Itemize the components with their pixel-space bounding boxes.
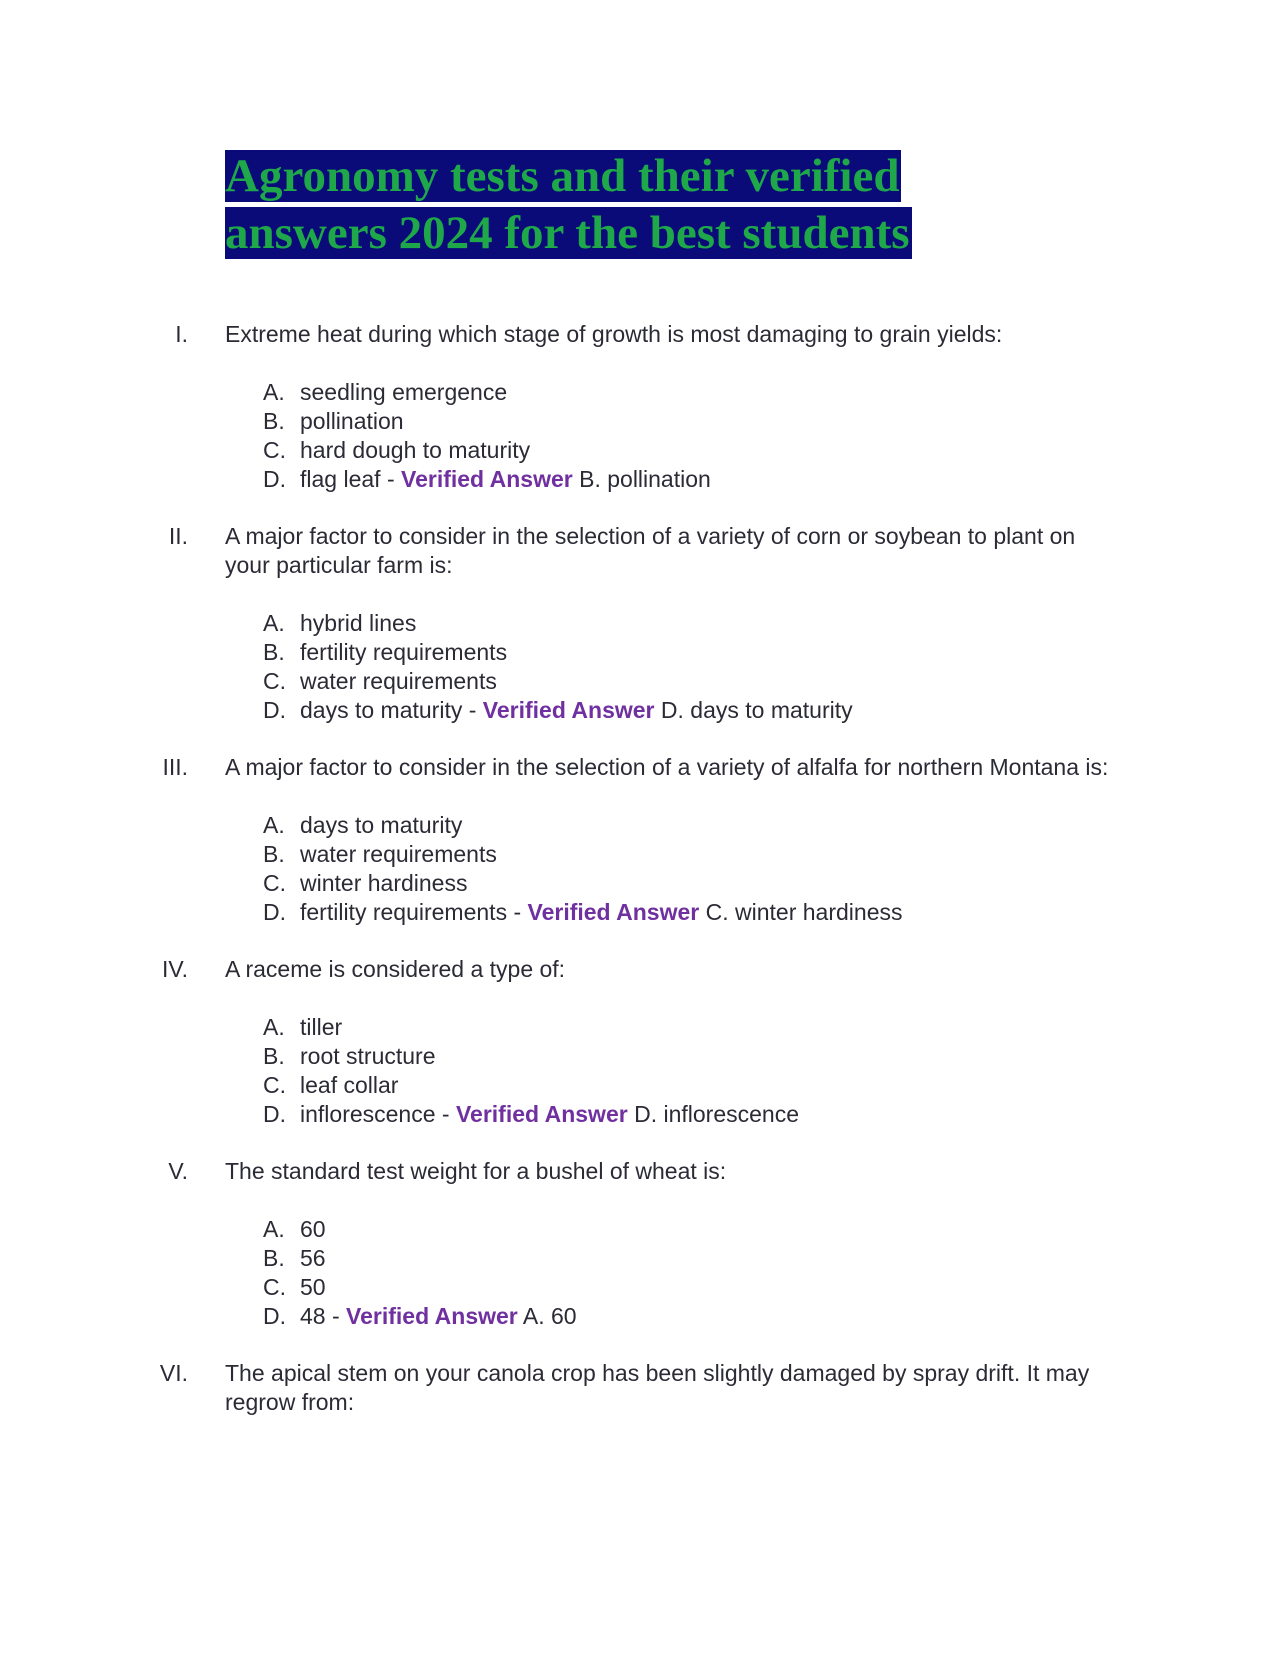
option-text: water requirements: [300, 668, 497, 694]
verified-answer: B. pollination: [572, 466, 711, 492]
verified-answer: D. days to maturity: [654, 697, 853, 723]
question-number: VI.: [159, 1360, 188, 1386]
option-text: root structure: [300, 1043, 436, 1069]
title-line-2: answers 2024 for the best students: [225, 207, 910, 259]
option-letter: D.: [263, 1303, 286, 1329]
question-number: V.: [168, 1158, 188, 1184]
option-text-with-answer: [300, 696, 853, 725]
option-letter: A.: [263, 1216, 285, 1242]
option-list: [0, 1215, 1280, 1331]
verified-answer: A. 60: [517, 1303, 577, 1329]
question-text: A raceme is considered a type of:: [225, 956, 566, 982]
question-number: I.: [175, 321, 188, 347]
option-list: [0, 609, 1280, 725]
question-number: II.: [168, 523, 188, 549]
verified-answer: C. winter hardiness: [699, 899, 903, 925]
option-item: [0, 1100, 1280, 1129]
question-item: [0, 522, 1280, 725]
option-item: [0, 1215, 1280, 1244]
question-number: IV.: [161, 956, 188, 982]
option-text-with-answer: [300, 898, 902, 927]
verified-answer-label: Verified Answer: [455, 1101, 628, 1127]
option-letter: A.: [263, 379, 285, 405]
option-letter: B.: [263, 1245, 285, 1271]
question-number: III.: [162, 754, 188, 780]
option-letter: A.: [263, 812, 285, 838]
option-text: fertility requirements -: [300, 899, 528, 925]
option-item: [0, 869, 1280, 898]
option-item: [0, 1013, 1280, 1042]
question-item: [0, 753, 1280, 927]
option-letter: C.: [263, 1072, 286, 1098]
verified-answer-label: Verified Answer: [346, 1303, 518, 1329]
question-text: A major factor to consider in the selection of a variety of alfalfa for northern Montana is:: [225, 754, 1109, 780]
option-letter: C.: [263, 437, 286, 463]
verified-answer-label: Verified Answer: [527, 899, 700, 925]
option-item: [0, 407, 1280, 436]
option-item: [0, 465, 1280, 494]
option-item: [0, 436, 1280, 465]
option-text: water requirements: [300, 841, 497, 867]
option-letter: B.: [263, 841, 285, 867]
option-letter: A.: [263, 610, 285, 636]
option-letter: C.: [263, 668, 286, 694]
option-item: [0, 840, 1280, 869]
option-item: [0, 609, 1280, 638]
option-text: 56: [300, 1245, 326, 1271]
question-item: [0, 320, 1280, 494]
option-letter: B.: [263, 1043, 285, 1069]
option-letter: B.: [263, 408, 285, 434]
question-text: The standard test weight for a bushel of wheat is:: [225, 1158, 727, 1184]
verified-answer-label: Verified Answer: [482, 697, 655, 723]
option-text: 48 -: [300, 1303, 347, 1329]
option-text: 60: [300, 1216, 326, 1242]
option-item: [0, 811, 1280, 840]
option-letter: D.: [263, 697, 286, 723]
option-list: [0, 1013, 1280, 1129]
option-text: days to maturity -: [300, 697, 483, 723]
verified-answer: D. inflorescence: [627, 1101, 799, 1127]
option-item: [0, 378, 1280, 407]
option-list: [0, 811, 1280, 927]
document-title: [225, 148, 985, 262]
question-item: [0, 1157, 1280, 1331]
title-line-1: Agronomy tests and their verified: [225, 150, 900, 202]
option-item: [0, 1071, 1280, 1100]
option-text: pollination: [300, 408, 404, 434]
option-text: inflorescence -: [300, 1101, 456, 1127]
option-letter: A.: [263, 1014, 285, 1040]
option-letter: B.: [263, 639, 285, 665]
option-letter: C.: [263, 1274, 286, 1300]
option-text: hard dough to maturity: [300, 437, 531, 463]
verified-answer-label: Verified Answer: [401, 466, 573, 492]
option-text: tiller: [300, 1014, 343, 1040]
option-text: days to maturity: [300, 812, 463, 838]
option-text: flag leaf -: [300, 466, 401, 492]
option-item: [0, 696, 1280, 725]
question-item: [0, 955, 1280, 1129]
option-text-with-answer: [300, 1100, 799, 1129]
option-item: [0, 1302, 1280, 1331]
option-text: fertility requirements: [300, 639, 508, 665]
option-letter: D.: [263, 466, 286, 492]
option-text-with-answer: [300, 465, 711, 494]
option-text: seedling emergence: [300, 379, 508, 405]
option-item: [0, 1042, 1280, 1071]
question-list: [0, 320, 1280, 1445]
option-text: hybrid lines: [300, 610, 417, 636]
question-item: [0, 1359, 1280, 1417]
option-text-with-answer: [300, 1302, 577, 1331]
option-item: [0, 667, 1280, 696]
question-text: Extreme heat during which stage of growth is most damaging to grain yields:: [225, 321, 1003, 347]
option-text: winter hardiness: [300, 870, 468, 896]
option-text: 50: [300, 1274, 326, 1300]
option-letter: D.: [263, 899, 286, 925]
option-letter: C.: [263, 870, 286, 896]
question-text: The apical stem on your canola crop has been slightly damaged by spray drift. It may regrow from:: [225, 1360, 1090, 1415]
option-item: [0, 898, 1280, 927]
question-text: A major factor to consider in the selection of a variety of corn or soybean to plant on your particular farm is:: [225, 523, 1076, 578]
option-text: leaf collar: [300, 1072, 399, 1098]
option-item: [0, 638, 1280, 667]
option-item: [0, 1273, 1280, 1302]
option-item: [0, 1244, 1280, 1273]
option-list: [0, 378, 1280, 494]
option-letter: D.: [263, 1101, 286, 1127]
